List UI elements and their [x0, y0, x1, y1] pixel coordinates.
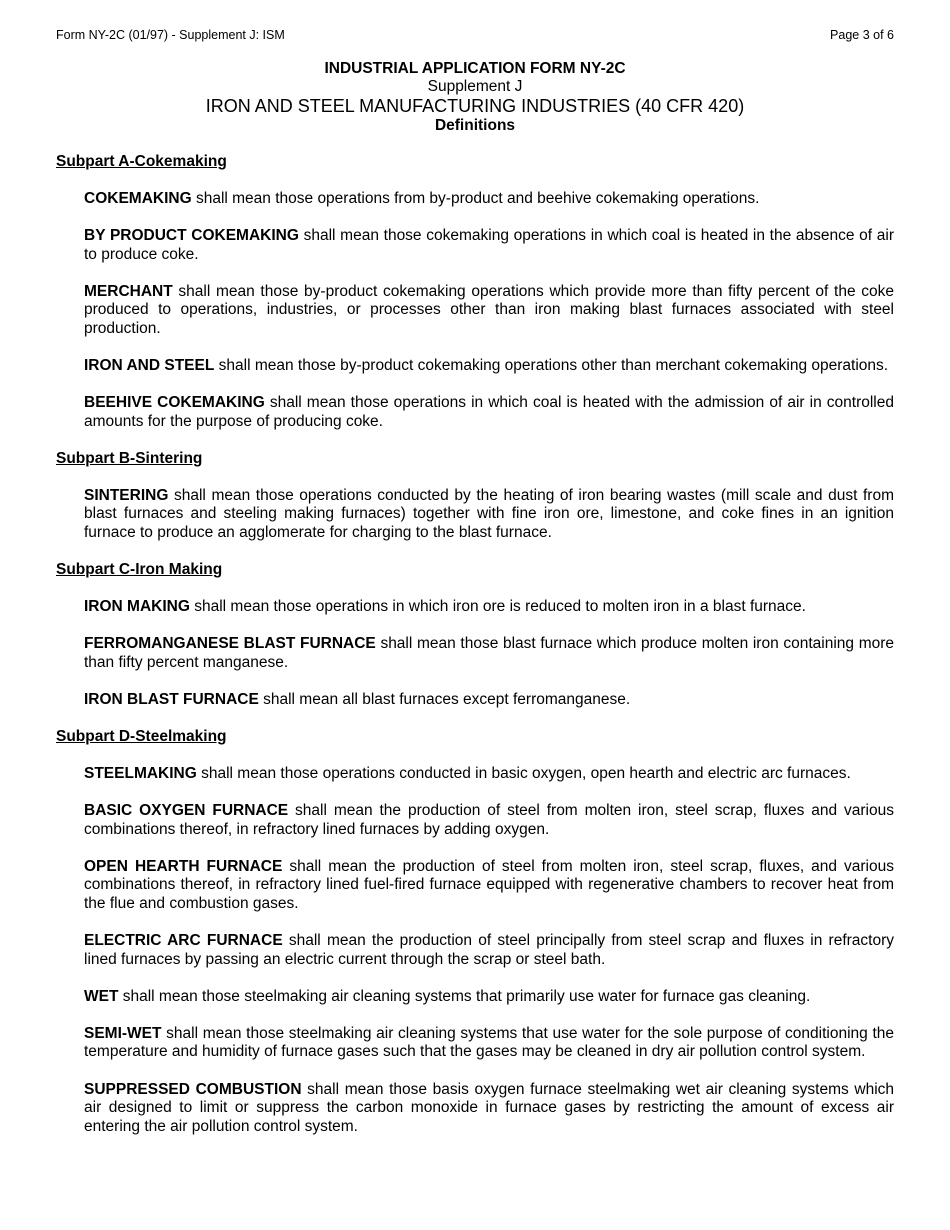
definition-term: BY PRODUCT COKEMAKING: [84, 227, 299, 245]
subpart-title: Subpart D-Steelmaking: [56, 728, 227, 745]
definition: [84, 691, 894, 710]
definition-text: shall mean those cokemaking operations in which coal is heated in the absence of air to produce coke.: [84, 227, 895, 263]
definition: [84, 765, 894, 784]
definition-list: [56, 598, 894, 709]
definition-term: SINTERING: [84, 486, 169, 504]
definition: [84, 283, 894, 339]
definition-term: WET: [84, 987, 119, 1005]
definition: [84, 598, 894, 617]
document-title-block: [0, 60, 950, 135]
definition-term: IRON AND STEEL: [84, 357, 215, 375]
definition-term: ELECTRIC ARC FURNACE: [84, 932, 283, 950]
definition-text: shall mean those steelmaking air cleaning systems that primarily use water for furnace gas cleaning.: [122, 987, 811, 1005]
definition-text: shall mean those by-product cokemaking operations other than merchant cokemaking operations.: [218, 357, 889, 375]
subpart-section: [56, 450, 894, 543]
definition-text: shall mean those blast furnace which produce molten iron containing more than fifty percent manganese.: [84, 635, 895, 671]
definition-term: COKEMAKING: [84, 190, 192, 207]
definition-text: shall mean those operations conducted in basic oxygen, open hearth and electric arc furnaces.: [201, 765, 851, 782]
definition: [84, 988, 894, 1007]
definition: [84, 858, 894, 914]
definition: [84, 802, 894, 839]
form-id-header: Form NY-2C (01/97) - Supplement J: ISM: [56, 28, 285, 42]
definition-text: shall mean the production of steel from molten iron, steel scrap, fluxes, and various combinations thereof, in refractory lined fuel-fired furnace equipped with regenerative chambers to recover heat from the flue and combustion gases.: [84, 857, 894, 912]
subpart-section: [56, 728, 894, 1136]
definition: [84, 190, 894, 209]
subpart-section: [56, 153, 894, 431]
subpart-title: Subpart A-Cokemaking: [56, 153, 227, 170]
definition-term: SUPPRESSED COMBUSTION: [84, 1080, 302, 1098]
definition-text: shall mean those operations in which coal is heated with the admission of air in controlled amounts for the purpose of producing coke.: [84, 394, 894, 430]
definition: [84, 1025, 894, 1062]
definition-term: FERROMANGANESE BLAST FURNACE: [84, 635, 376, 653]
definition-term: MERCHANT: [84, 282, 173, 300]
definition-text: shall mean the production of steel principally from steel scrap and fluxes in refractory lined furnaces by passing an electric current through the scrap or steel bath.: [84, 932, 895, 968]
definitions-content: [56, 153, 894, 1155]
definition: [84, 932, 894, 969]
definition-text: shall mean those operations in which iron ore is reduced to molten iron in a blast furnace.: [194, 598, 806, 616]
definition-list: [56, 190, 894, 431]
definition-text: shall mean those steelmaking air cleaning systems that use water for the sole purpose of conditioning the temperature and humidity of furnace gases such that the gases may be cleaned in dry air pollution control system.: [84, 1024, 894, 1061]
definition-term: SEMI-WET: [84, 1024, 162, 1042]
definition: [84, 487, 894, 543]
definition-text: shall mean those operations from by-product and beehive cokemaking operations.: [195, 190, 760, 207]
page-number: Page 3 of 6: [830, 28, 894, 42]
definition-term: BASIC OXYGEN FURNACE: [84, 802, 289, 820]
definition: [84, 394, 894, 431]
definition-term: IRON MAKING: [84, 598, 190, 616]
definition-text: shall mean all blast furnaces except ferromanganese.: [263, 690, 631, 708]
industry-title: IRON AND STEEL MANUFACTURING INDUSTRIES (40 CFR 420): [205, 96, 745, 116]
definition-text: shall mean those operations conducted by the heating of iron bearing wastes (mill scale and dust from blast furnaces and steeling making furnaces) together with fine iron ore, limestone, and coke fines in an ignition furnace to produce an agglomerate for charging to the blast furnace.: [84, 486, 895, 542]
definition: [84, 357, 894, 376]
definition-text: shall mean those by-product cokemaking operations which provide more than fifty percent of the coke produced to operations, industries, or processes other than iron making blast furnaces associated with steel production.: [84, 282, 894, 337]
definition-list: [56, 487, 894, 543]
subpart-section: [56, 561, 894, 709]
definition-term: OPEN HEARTH FURNACE: [84, 857, 283, 875]
subpart-title: Subpart C-Iron Making: [56, 561, 223, 579]
definition: [84, 635, 894, 672]
definition-list: [56, 765, 894, 1136]
supplement-label: Supplement J: [427, 78, 523, 95]
definition-text: shall mean those basis oxygen furnace steelmaking wet air cleaning systems which air designed to limit or suppress the carbon monoxide in furnace gases by restricting the amount of excess air entering the air pollution control system.: [84, 1080, 895, 1135]
definition-term: STEELMAKING: [84, 765, 197, 782]
definition-term: BEEHIVE COKEMAKING: [84, 394, 265, 412]
definition-term: IRON BLAST FURNACE: [84, 690, 259, 708]
section-heading: Definitions: [434, 117, 516, 134]
definition-text: shall mean the production of steel from molten iron, steel scrap, fluxes and various combinations thereof, in refractory lined furnaces by adding oxygen.: [84, 802, 894, 838]
definition: [84, 227, 894, 264]
subpart-title: Subpart B-Sintering: [56, 449, 203, 467]
definition: [84, 1081, 894, 1137]
form-title: INDUSTRIAL APPLICATION FORM NY-2C: [324, 60, 626, 77]
